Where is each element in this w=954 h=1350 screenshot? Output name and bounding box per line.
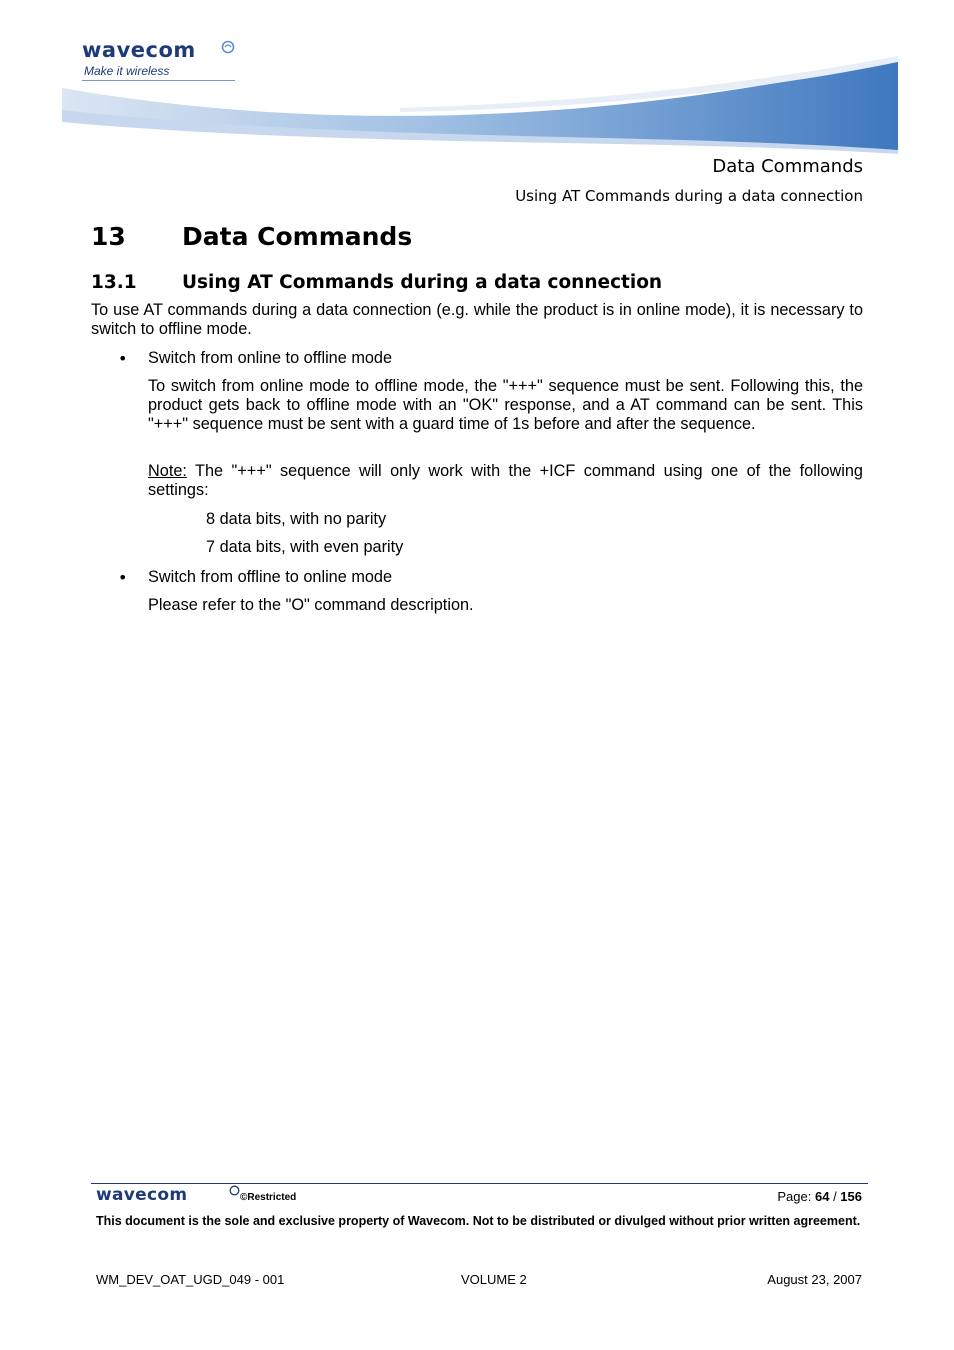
running-title: Data Commands: [712, 156, 863, 177]
switch-offline-paragraph: To switch from online mode to offline mode, the "+++" sequence must be sent. Following this, the product gets back to offline mode with an "OK" response, and a AT command can be sent. This "+++" sequence must be sent with a guard time of 1s before and after the sequence.: [148, 377, 863, 433]
header-banner-wave: [0, 50, 954, 160]
footer-rule: [91, 1183, 868, 1184]
section-heading: [91, 272, 662, 293]
page-total: 156: [840, 1189, 862, 1204]
bullet-item-online-to-offline: Switch from online to offline mode: [148, 349, 393, 367]
footer-logo-swirl-icon: [229, 1185, 240, 1196]
bullet-item-offline-to-online: Switch from offline to online mode: [148, 568, 393, 586]
logo-tagline: Make it wireless: [84, 64, 170, 78]
o-command-reference: Please refer to the "O" command description.: [148, 596, 474, 614]
bullet-marker: •: [118, 568, 128, 587]
running-subtitle: Using AT Commands during a data connection: [515, 187, 863, 205]
intro-paragraph: To use AT commands during a data connection (e.g. while the product is in online mode), it is necessary to switch to offline mode.: [91, 301, 863, 338]
bullet-marker: •: [118, 349, 128, 368]
page-indicator: Page: 64 / 156: [777, 1189, 862, 1204]
document-date: August 23, 2007: [767, 1272, 862, 1287]
document-reference: WM_DEV_OAT_UGD_049 - 001: [96, 1272, 285, 1287]
volume-label: VOLUME 2: [461, 1272, 527, 1287]
footer-wavecom-logo: wavecom: [96, 1185, 188, 1205]
section-title: Using AT Commands during a data connection: [182, 272, 663, 293]
note-text: The "+++" sequence will only work with the +ICF command using one of the following settings:: [148, 462, 863, 499]
chapter-title: Data Commands: [182, 222, 413, 251]
page-current: 64: [814, 1189, 830, 1204]
wavecom-logo: wavecom: [82, 38, 196, 62]
confidentiality-notice: This document is the sole and exclusive property of Wavecom. Not to be distributed or divulged without prior written agreement.: [96, 1214, 861, 1228]
chapter-heading: [91, 222, 412, 251]
restricted-label: ©Restricted: [240, 1192, 297, 1203]
note-paragraph: [148, 462, 863, 500]
setting-item: 7 data bits, with even parity: [206, 538, 404, 556]
section-number: 13.1: [91, 272, 137, 293]
note-label: Note:: [148, 462, 187, 480]
setting-item: 8 data bits, with no parity: [206, 510, 387, 528]
chapter-number: 13: [91, 222, 126, 251]
